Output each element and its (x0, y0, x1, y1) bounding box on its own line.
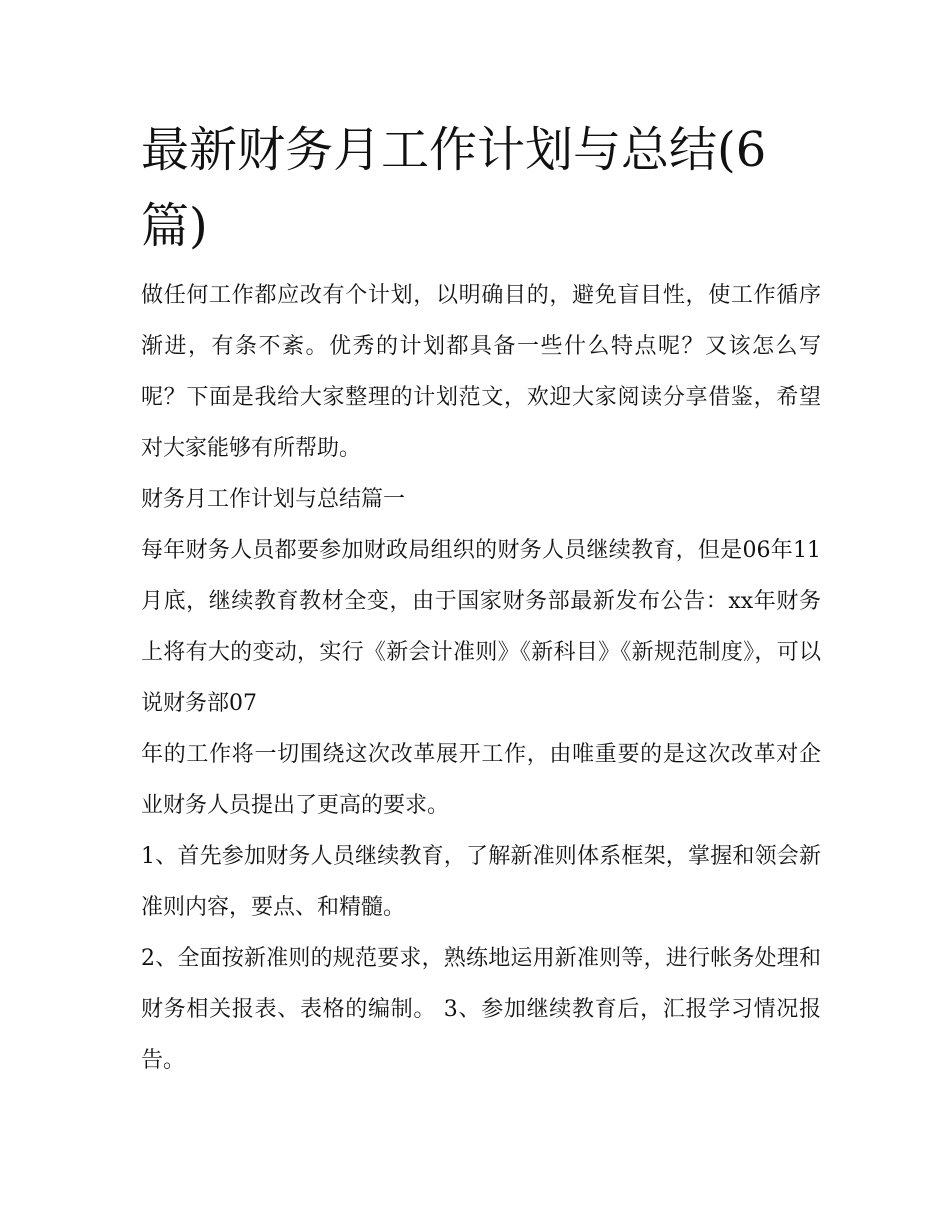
body-paragraph: 每年财务人员都要参加财政局组织的财务人员继续教育，但是06年11月底，继续教育教材全变，由于国家财务部最新发布公告：xx年财务上将有大的变动，实行《新会计准则》《新科目》《新规范制度》，可以说财务部07 (141, 538, 821, 716)
document-title: 最新财务月工作计划与总结(6篇) (141, 122, 767, 254)
section-heading: 财务月工作计划与总结篇一 (141, 487, 406, 512)
body-paragraph: 年的工作将一切围绕这次改革展开工作，由唯重要的是这次改革对企业财务人员提出了更高的要求。 (141, 742, 821, 818)
document-page (141, 112, 821, 1086)
intro-paragraph: 做任何工作都应改有个计划，以明确目的，避免盲目性，使工作循序渐进，有条不紊。优秀的计划都具备一些什么特点呢？又该怎么写呢？下面是我给大家整理的计划范文，欢迎大家阅读分享借鉴，希望对大家能够有所帮助。 (141, 283, 821, 461)
list-item: 2、全面按新准则的规范要求，熟练地运用新准则等，进行帐务处理和财务相关报表、表格的编制。 3、参加继续教育后，汇报学习情况报告。 (141, 946, 821, 1073)
list-item: 1、首先参加财务人员继续教育，了解新准则体系框架，掌握和领会新准则内容，要点、和精髓。 (141, 844, 821, 920)
